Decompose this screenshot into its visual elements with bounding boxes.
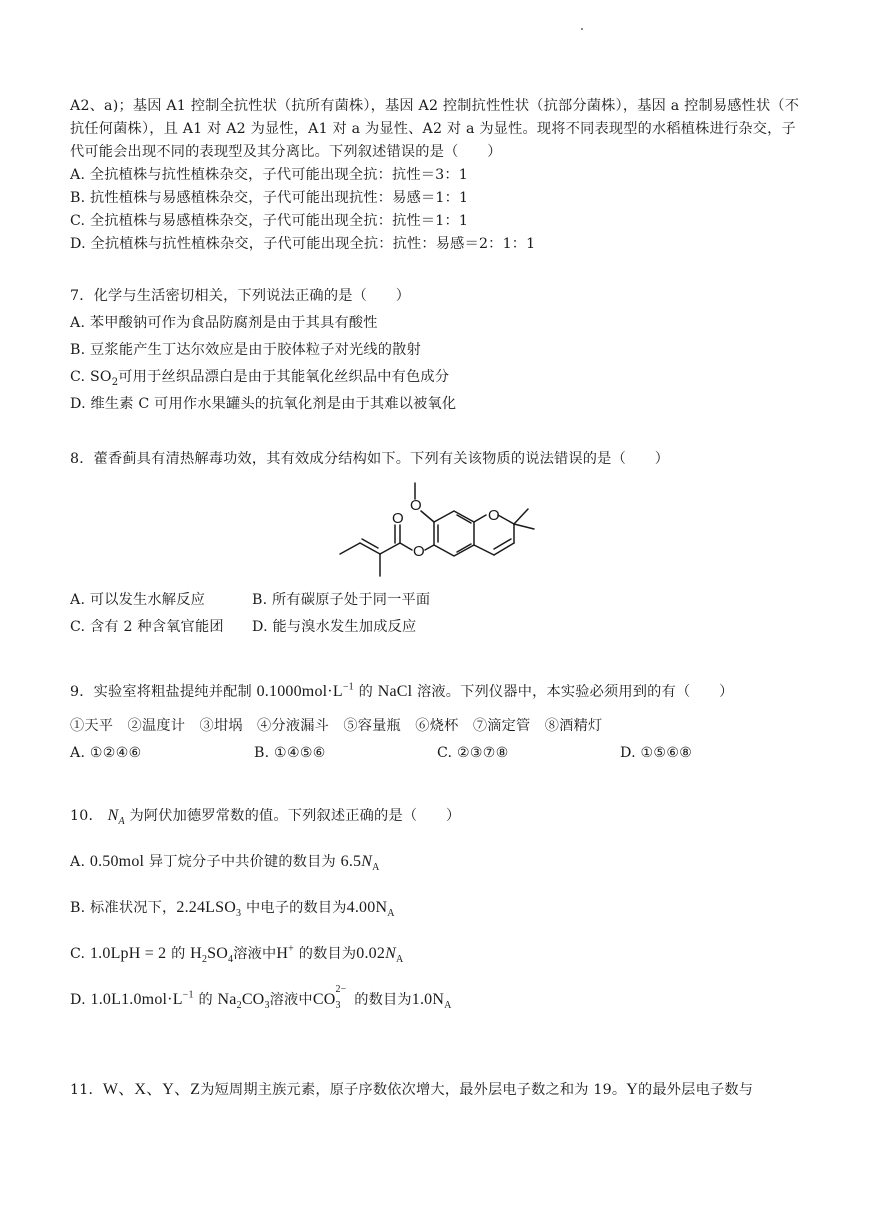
q10-d-sub: A xyxy=(444,1000,452,1012)
q7-option-a: A. 苯甲酸钠可作为食品防腐剂是由于其具有酸性 xyxy=(70,315,378,331)
q6-option-d: D. 全抗植株与抗性植株杂交，子代可能出现全抗：抗性：易感＝2：1：1 xyxy=(70,236,536,252)
structure-ring xyxy=(434,511,474,556)
q10-d-conc-value: 1.0L1.0mol·L xyxy=(90,991,183,1008)
q10-d-de: 的 xyxy=(198,992,213,1008)
q8-options-row-2 xyxy=(70,617,416,637)
q10-b-sub: A xyxy=(387,908,395,920)
q11-y: Y xyxy=(626,1081,639,1098)
q10-d-na: Na xyxy=(217,991,237,1008)
q10-stem-rest: 为阿伏加德罗常数的值。下列叙述正确的是（ ） xyxy=(129,808,461,824)
q10-option-c xyxy=(70,944,403,964)
q10-c-number: 0.02 xyxy=(356,945,386,962)
q10-c-h2so4 xyxy=(190,945,234,966)
structure-bond xyxy=(425,545,434,550)
structure-o-pyran: O xyxy=(488,507,500,524)
q7-stem: 7．化学与生活密切相关，下列说法正确的是（ ） xyxy=(70,288,411,304)
q6-stem-line-2: 抗任何菌株），且 A1 对 A2 为显性，A1 对 a 为显性、A2 对 a 为显性。现将不同表现型的水稻植株进行杂交，子 xyxy=(70,121,796,137)
q7-option-d: D. 维生素 C 可用作水果罐头的抗氧化剂是由于其难以被氧化 xyxy=(70,396,457,412)
q10-d-text2: 的数目为 xyxy=(354,992,412,1008)
q10-a-label: A. xyxy=(70,854,86,870)
q10-d-na2co3 xyxy=(217,991,270,1012)
q10-c-ph: 1.0LpH = 2 xyxy=(89,945,167,962)
q10-d-carbonate-ion xyxy=(312,984,350,1011)
q10-a-n: N xyxy=(361,853,373,870)
q8-option-b: B. 所有碳原子处于同一平面 xyxy=(252,592,431,608)
q11-number: 11． xyxy=(70,1082,103,1098)
structure-bond xyxy=(494,543,514,555)
ageratochromene-structure xyxy=(322,477,544,585)
structure-bond xyxy=(498,515,514,524)
q10-c-n: N xyxy=(385,945,396,962)
q9-option-d: D. ①⑤⑥⑧ xyxy=(620,745,693,761)
q10-b-volume xyxy=(176,899,242,920)
q10-stem xyxy=(70,806,460,826)
structure-bond xyxy=(360,543,380,554)
q10-d-text1: 溶液中 xyxy=(269,992,313,1008)
q9-option-c: C. ②③⑦⑧ xyxy=(437,745,509,761)
q9-conc-value: 0.1000mol·L xyxy=(256,683,343,700)
q11-elements: W、X、Y、Z xyxy=(102,1081,201,1098)
structure-bond xyxy=(421,511,434,522)
q10-c-hplus-sup: + xyxy=(288,943,294,955)
q9-nacl: NaCl xyxy=(377,683,413,700)
q10-na xyxy=(107,807,125,828)
q8-option-c: C. 含有 2 种含氧官能团 xyxy=(70,619,224,635)
q10-option-b xyxy=(70,898,395,918)
q9-conc-sup: −1 xyxy=(342,681,354,693)
q8-stem: 8．藿香蓟具有清热解毒功效，其有效成分结构如下。下列有关该物质的说法错误的是（ ） xyxy=(70,451,670,467)
q10-c-text1: 溶液中 xyxy=(233,946,277,962)
q10-c-so-sub: 4 xyxy=(228,954,234,966)
q10-c-text2: 的数目为 xyxy=(298,946,357,962)
q9-concentration xyxy=(257,683,354,700)
q7-so2-subscript: 2 xyxy=(111,376,119,388)
structure-o-methoxy: O xyxy=(410,497,422,514)
structure-bond xyxy=(474,545,494,555)
q7-option-c-text: 可用于丝织品漂白是由于其能氧化丝织品中有色成分 xyxy=(118,369,450,385)
q10-a-value xyxy=(340,853,380,874)
q10-na-sub: A xyxy=(118,816,125,828)
q10-c-so: SO xyxy=(207,945,228,962)
q10-d-number: 1.0N xyxy=(411,991,445,1008)
q10-c-sub: A xyxy=(395,954,404,966)
q9-stem xyxy=(70,682,734,702)
q11-text1: 为短周期主族元素，原子序数依次增大，最外层电子数之和为 19。 xyxy=(200,1082,627,1098)
structure-o-carbonyl: O xyxy=(392,510,404,527)
q10-a-sub: A xyxy=(372,862,380,874)
q10-d-ion-scripts: 2− 3 xyxy=(335,984,347,1011)
q10-c-label: C. xyxy=(70,946,86,962)
q10-d-value xyxy=(411,991,452,1012)
q10-c-de: 的 xyxy=(171,946,186,962)
q10-b-so-sub: 3 xyxy=(236,908,242,920)
structure-bond xyxy=(514,524,534,529)
q10-d-label: D. xyxy=(70,992,86,1008)
q10-d-co: CO xyxy=(241,991,265,1008)
q9-stem-b: 的 xyxy=(358,684,373,700)
page-marker-dot xyxy=(581,28,583,30)
q10-d-co3: CO xyxy=(312,991,336,1008)
q6-option-a: A. 全抗植株与抗性植株杂交，子代可能出现全抗：抗性＝3：1 xyxy=(70,167,469,183)
structure-bond xyxy=(340,543,360,554)
q7-option-b: B. 豆浆能产生丁达尔效应是由于胶体粒子对光线的散射 xyxy=(70,342,421,358)
q10-c-value xyxy=(356,945,404,966)
q10-b-label: B. 标准状况下， xyxy=(70,900,177,916)
q6-stem-line-1: A2、a)；基因 A1 控制全抗性状（抗所有菌株），基因 A2 控制抗性性状（抗部分菌株），基因 a 控制易感性状（不 xyxy=(70,98,800,114)
structure-bond xyxy=(514,509,528,524)
q10-b-text: 中电子的数目为 xyxy=(245,900,347,916)
q10-b-value xyxy=(346,899,395,920)
structure-bond xyxy=(380,543,400,554)
q6-option-c: C. 全抗植株与易感植株杂交，子代可能出现全抗：抗性＝1：1 xyxy=(70,213,469,229)
q10-c-h: H xyxy=(190,945,202,962)
structure-bond xyxy=(474,515,486,522)
q10-d-conc-sup: −1 xyxy=(182,989,194,1001)
structure-o-ester: O xyxy=(413,543,425,560)
q11-stem xyxy=(70,1080,753,1100)
q10-a-text: 异丁烷分子中共价键的数目为 xyxy=(148,854,336,870)
q10-d-co-sub: 3 xyxy=(264,1000,270,1012)
q7-option-c-prefix: C. SO xyxy=(70,369,112,385)
q6-option-b: B. 抗性植株与易感植株杂交，子代可能出现抗性：易感＝1：1 xyxy=(70,190,469,206)
q10-c-hplus xyxy=(276,945,294,962)
q10-na-n: N xyxy=(107,807,119,824)
q10-option-d xyxy=(70,984,452,1012)
q10-option-a xyxy=(70,852,380,872)
q10-d-na-sub: 2 xyxy=(236,1000,242,1012)
q8-option-d: D. 能与溴水发生加成反应 xyxy=(252,619,417,635)
q7-option-c xyxy=(70,367,449,387)
q9-options xyxy=(70,743,692,763)
q8-option-a: A. 可以发生水解反应 xyxy=(70,592,205,608)
q10-a-amount: 0.50mol xyxy=(89,853,145,870)
q10-number: 10． xyxy=(70,808,103,824)
q11-text2: 的最外层电子数与 xyxy=(638,1082,754,1098)
q10-d-conc xyxy=(91,991,194,1008)
q10-b-number: 4.00N xyxy=(346,899,388,916)
q10-a-number: 6.5 xyxy=(340,853,362,870)
q10-b-so: 2.24LSO xyxy=(176,899,237,916)
q9-option-b: B. ①④⑤⑥ xyxy=(254,745,326,761)
q10-c-h-sub: 2 xyxy=(201,954,208,966)
q8-options-row-1 xyxy=(70,590,430,610)
q9-stem-c: 溶液。下列仪器中，本实验必须用到的有（ ） xyxy=(416,684,734,700)
q9-option-a: A. ①②④⑥ xyxy=(70,745,142,761)
q10-c-hplus-h: H xyxy=(276,945,289,962)
structure-bond xyxy=(400,543,412,550)
q6-stem-line-3: 代可能会出现不同的表现型及其分离比。下列叙述错误的是（ ） xyxy=(70,144,502,160)
q9-instruments: ①天平 ②温度计 ③坩埚 ④分液漏斗 ⑤容量瓶 ⑥烧杯 ⑦滴定管 ⑧酒精灯 xyxy=(70,718,603,734)
q9-stem-a: 9．实验室将粗盐提纯并配制 xyxy=(70,684,252,700)
